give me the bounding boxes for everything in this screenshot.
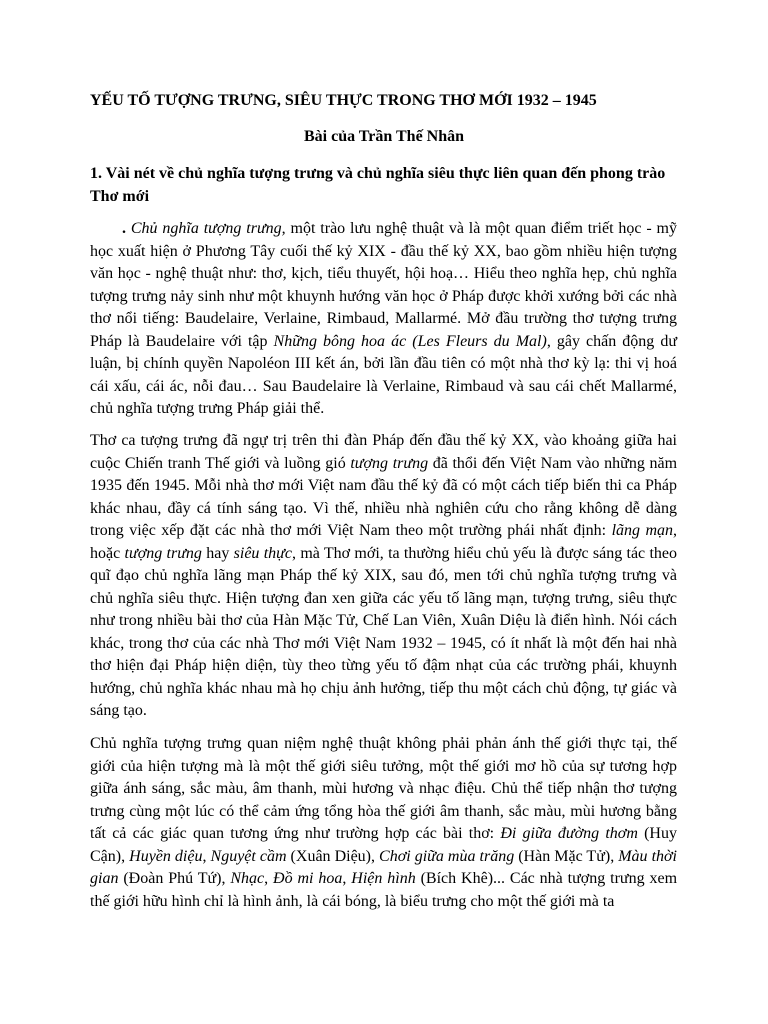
paragraph-text: (Hàn Mặc Tử), xyxy=(514,847,619,865)
paragraph-text: (Xuân Diệu), xyxy=(286,847,380,865)
document-title: YẾU TỐ TƯỢNG TRƯNG, SIÊU THỰC TRONG THƠ MỚI 1932 – 1945 xyxy=(90,92,597,109)
paragraph-text: , xyxy=(264,870,274,887)
italic-title: Màu thời gian xyxy=(90,847,678,887)
paragraph-text: , gây chấn động dư luận, bị chính quyền Napoléon III kết án, bởi lần đầu tiên có một nhà thơ kỳ lạ: thi vị hoá cái xấu, cái ác, nỗi đau… Sau Baudelaire là Verlaine, Rimbaud và sau cái chết Mallarmé, chủ nghĩa tượng trưng Pháp giải thể. xyxy=(90,332,677,417)
paragraph-text: Chủ nghĩa tượng trưng quan niệm nghệ thuật không phải phản ánh thế giới thực tại, thế giới của hiện tượng mà là một thế giới siêu tưởng, một thế giới mơ hồ của sự tương hợp giữa ánh sáng, sắc màu, âm thanh, mùi hương và nhạc điệu. Chủ thể tiếp nhận thơ tượng trưng cùng một lúc có thể cảm ứng tổng hòa thế giới âm thanh, sắc màu, mùi hương bằng tất cả các giác quan tương ứng như trường hợp các bài thơ: xyxy=(90,735,677,842)
italic-term: Chủ nghĩa tượng trưng, xyxy=(130,220,286,237)
paragraph-text: , xyxy=(202,847,211,865)
paragraph-text: Thơ ca tượng trưng đã ngự trị trên thi đàn Pháp đến đầu thế kỷ XX, vào khoảng giữa hai cuộc Chiến tranh Thế giới và luồng gió xyxy=(90,432,677,472)
italic-title: Nguyệt cầm xyxy=(210,847,287,865)
italic-term: siêu thực xyxy=(233,544,293,562)
section-heading: 1. Vài nét về chủ nghĩa tượng trưng và chủ nghĩa siêu thực liên quan đến phong trào Thơ mới xyxy=(90,165,666,205)
italic-title: Đồ mi hoa xyxy=(273,870,343,887)
bullet-dot: . xyxy=(122,220,126,237)
paragraph-text: (Bích Khê)... Các nhà tượng trưng xem thế giới hữu hình chỉ là hình ảnh, là cái bóng, là biểu trưng cho một thế giới mà ta xyxy=(90,870,678,910)
paragraph-text: , xyxy=(342,870,352,887)
italic-title: Chơi giữa mùa trăng xyxy=(379,847,515,865)
paragraph-text: (Huy Cận), xyxy=(90,825,677,865)
paragraph-text: (Đoàn Phú Tứ), xyxy=(118,870,231,887)
italic-title: Huyền diệu xyxy=(129,847,203,865)
paragraph-text: đã thổi đến Việt Nam vào những năm 1935 đến 1945. Mỗi nhà thơ mới Việt nam đầu thế kỷ đã có một cách tiếp biến thi ca Pháp khác nhau, đầy cá tính sáng tạo. Vì thế, nhiều nhà nghiên cứu cho rằng không dễ dàng trong việc xếp đặt các nhà thơ mới Việt Nam theo một trường phái nhất định: xyxy=(90,454,678,539)
italic-title: Đi giữa đường thơm xyxy=(500,825,638,842)
paragraph-text: một trào lưu nghệ thuật và là một quan điểm triết học - mỹ học xuất hiện ở Phương Tây cuối thế kỷ XIX - đầu thế kỷ XX, bao gồm nhiều hiện tượng văn học - nghệ thuật như: thơ, kịch, tiểu thuyết, hội hoạ… Hiểu theo nghĩa hẹp, chủ nghĩa tượng trưng nảy sinh như một khuynh hướng văn học ở Pháp được khởi xướng bởi các nhà thơ nổi tiếng: Baudelaire, Verlaine, Rimbaud, Mallarmé. Mở đầu trường thơ tượng trưng Pháp là Baudelaire với tập xyxy=(90,220,678,350)
paragraph-2 xyxy=(90,430,677,723)
paragraph-text: hay xyxy=(201,544,234,562)
paragraph-text: , mà Thơ mới, ta thường hiểu chủ yếu là được sáng tác theo quĩ đạo chủ nghĩa lãng mạn Pháp thế kỷ XIX, sau đó, men tới chủ nghĩa tượng trưng và chủ nghĩa siêu thực. Hiện tượng đan xen giữa các yếu tố lãng mạn, tượng trưng, siêu thực như trong nhiều bài thơ của Hàn Mặc Tử, Chế Lan Viên, Xuân Diệu là điển hình. Nói cách khác, trong thơ của các nhà Thơ mới Việt Nam 1932 – 1945, có ít nhất là một đến hai nhà thơ hiện đại Pháp hiện diện, tùy theo từng yếu tố đậm nhạt của các trường phái, khuynh hướng, chủ nghĩa khác nhau mà họ chịu ảnh hưởng, tiếp thu một cách chủ động, tự giác và sáng tạo. xyxy=(90,544,678,719)
italic-title: Những bông hoa ác (Les Fleurs du Mal) xyxy=(273,332,547,350)
author-line: Bài của Trần Thế Nhân xyxy=(303,128,465,145)
italic-title: Hiện hình xyxy=(351,870,416,887)
paragraph-3 xyxy=(90,733,677,913)
italic-term: lãng mạn xyxy=(611,522,674,539)
paragraph-1 xyxy=(90,218,677,421)
italic-term: tượng trưng xyxy=(350,454,429,472)
italic-term: tượng trưng xyxy=(124,544,202,562)
italic-title: Nhạc xyxy=(230,870,265,887)
paragraph-text: , hoặc xyxy=(90,522,678,562)
